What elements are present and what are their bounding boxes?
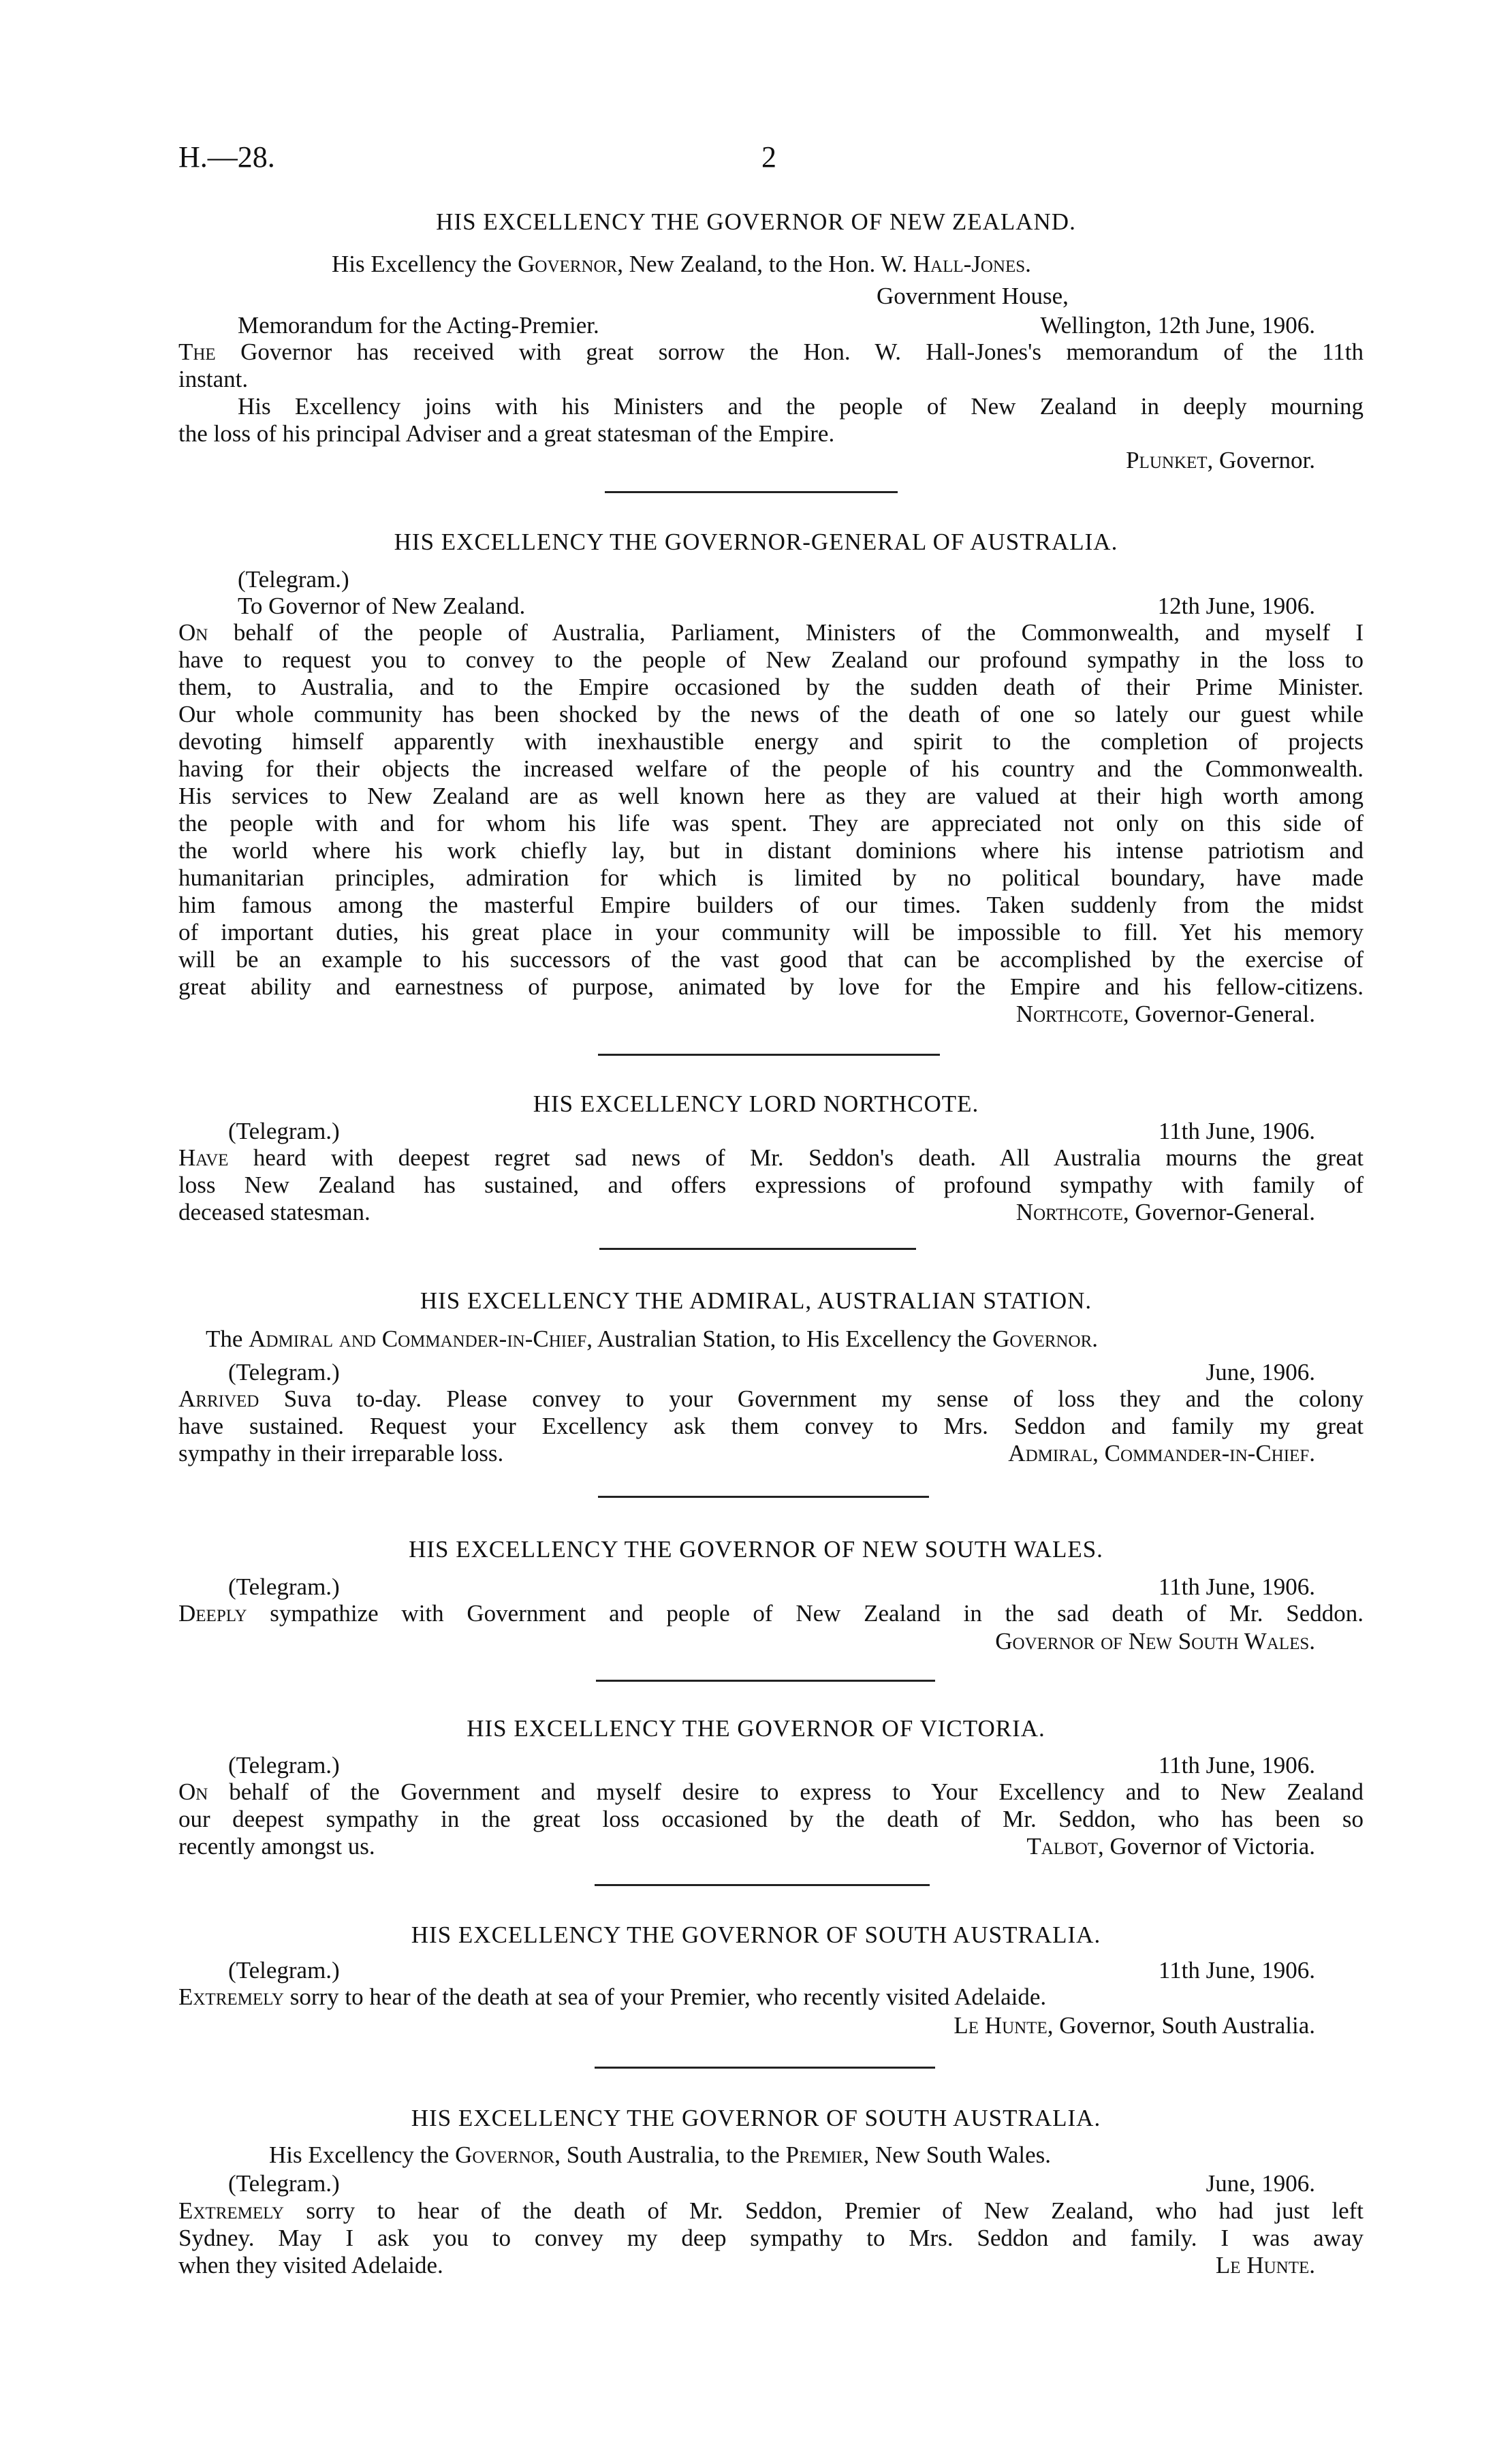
telegram-label: (Telegram.)	[228, 1118, 340, 1144]
paragraph-line: Have heard with deepest regret sad news of Mr. Seddon's death. All Australia mourns the great	[178, 1144, 1364, 1171]
paragraph-line: have sustained. Request your Excellency ask them convey to Mrs. Seddon and family my great	[178, 1413, 1364, 1439]
paragraph-line: sympathy in their irreparable loss.	[178, 1440, 504, 1467]
date-line: June, 1906.	[1206, 1359, 1315, 1385]
paragraph-line: His services to New Zealand are as well known here as they are valued at their high worth among	[178, 783, 1364, 809]
paragraph-line: having for their objects the increased welfare of the people of his country and the Commonwealth.	[178, 755, 1364, 782]
section-heading: HIS EXCELLENCY THE GOVERNOR OF NEW ZEALAND.	[436, 208, 1076, 235]
signature: Talbot, Governor of Victoria.	[1026, 1833, 1315, 1860]
divider-rule	[598, 1054, 940, 1056]
paragraph-line: instant.	[178, 366, 249, 392]
section-heading: HIS EXCELLENCY THE GOVERNOR OF NEW SOUTH WALES.	[409, 1536, 1103, 1563]
section-heading: HIS EXCELLENCY THE ADMIRAL, AUSTRALIAN STATION.	[420, 1287, 1092, 1314]
telegram-label: (Telegram.)	[228, 1752, 340, 1778]
date-line: 11th June, 1906.	[1158, 1957, 1315, 1984]
divider-rule	[605, 491, 898, 493]
page-number: 2	[761, 140, 776, 174]
telegram-label: (Telegram.)	[228, 2170, 340, 2197]
date-line: 12th June, 1906.	[1157, 593, 1315, 619]
date-line: 11th June, 1906.	[1158, 1752, 1315, 1778]
paragraph-line: Our whole community has been shocked by the news of the death of one so lately our guest while	[178, 701, 1364, 727]
paragraph-line: humanitarian principles, admiration for which is limited by no political boundary, have made	[178, 864, 1364, 891]
paragraph-line: the loss of his principal Adviser and a great statesman of the Empire.	[178, 420, 835, 447]
section-heading: HIS EXCELLENCY THE GOVERNOR-GENERAL OF AUSTRALIA.	[394, 529, 1118, 555]
recipient-line: To Governor of New Zealand.	[238, 593, 526, 619]
paragraph-line: our deepest sympathy in the great loss occasioned by the death of Mr. Seddon, who has been so	[178, 1806, 1364, 1832]
paragraph-line: of important duties, his great place in your community will be impossible to fill. Yet his memory	[178, 919, 1364, 945]
signature: Governor of New South Wales.	[995, 1628, 1315, 1655]
paragraph-line: Extremely sorry to hear of the death at sea of your Premier, who recently visited Adelaide.	[178, 1984, 1047, 2010]
paragraph-line: Extremely sorry to hear of the death of Mr. Seddon, Premier of New Zealand, who had just left	[178, 2197, 1364, 2224]
paragraph-line: recently amongst us.	[178, 1833, 375, 1860]
paragraph-line: On behalf of the people of Australia, Parliament, Ministers of the Commonwealth, and myself I	[178, 619, 1364, 646]
address-line: His Excellency the Governor, South Australia, to the Premier, New South Wales.	[269, 2142, 1051, 2168]
paragraph-line: the people with and for whom his life was spent. They are appreciated not only on this side of	[178, 810, 1364, 836]
divider-rule	[595, 2067, 935, 2069]
telegram-label: (Telegram.)	[228, 1957, 340, 1984]
paragraph-line: Deeply sympathize with Government and people of New Zealand in the sad death of Mr. Seddon.	[178, 1600, 1364, 1627]
paragraph-line: devoting himself apparently with inexhaustible energy and spirit to the completion of projects	[178, 728, 1364, 755]
section-heading: HIS EXCELLENCY THE GOVERNOR OF VICTORIA.	[467, 1715, 1045, 1742]
paragraph-line: have to request you to convey to the people of New Zealand our profound sympathy in the loss to	[178, 646, 1364, 673]
paragraph-line: him famous among the masterful Empire builders of our times. Taken suddenly from the midst	[178, 892, 1364, 918]
divider-rule	[595, 1884, 930, 1886]
date-line: June, 1906.	[1206, 2170, 1315, 2197]
telegram-label: (Telegram.)	[238, 566, 349, 593]
section-heading: HIS EXCELLENCY LORD NORTHCOTE.	[533, 1091, 979, 1117]
date-line: 11th June, 1906.	[1158, 1118, 1315, 1144]
signature: Le Hunte, Governor, South Australia.	[954, 2012, 1315, 2039]
paragraph-line: On behalf of the Government and myself desire to express to Your Excellency and to New Zealand	[178, 1778, 1364, 1805]
paragraph-line: Sydney. May I ask you to convey my deep sympathy to Mrs. Seddon and family. I was away	[178, 2225, 1364, 2251]
date-line: Wellington, 12th June, 1906.	[1040, 312, 1315, 339]
address-line: The Admiral and Commander-in-Chief, Australian Station, to His Excellency the Governor.	[206, 1326, 1099, 1352]
signature: Northcote, Governor-General.	[1015, 1001, 1315, 1027]
telegram-label: (Telegram.)	[228, 1359, 340, 1385]
section-heading: HIS EXCELLENCY THE GOVERNOR OF SOUTH AUSTRALIA.	[411, 2105, 1101, 2131]
divider-rule	[598, 1496, 929, 1498]
section-heading: HIS EXCELLENCY THE GOVERNOR OF SOUTH AUSTRALIA.	[411, 1922, 1101, 1948]
page-reference: H.—28.	[178, 140, 275, 174]
telegram-label: (Telegram.)	[228, 1573, 340, 1600]
signature: Admiral, Commander-in-Chief.	[1008, 1440, 1315, 1467]
paragraph-line: when they visited Adelaide.	[178, 2252, 443, 2278]
memorandum-title: Memorandum for the Acting-Premier.	[238, 312, 599, 339]
paragraph-line: will be an example to his successors of the vast good that can be accomplished by the exercise of	[178, 946, 1364, 973]
signature: Le Hunte.	[1215, 2252, 1315, 2278]
signature: Northcote, Governor-General.	[1015, 1199, 1315, 1225]
divider-rule	[599, 1248, 916, 1250]
divider-rule	[596, 1680, 935, 1682]
place-line: Government House,	[877, 283, 1069, 309]
date-line: 11th June, 1906.	[1158, 1573, 1315, 1600]
address-line: His Excellency the Governor, New Zealand, to the Hon. W. Hall-Jones.	[332, 251, 1031, 277]
paragraph-line: deceased statesman.	[178, 1199, 371, 1225]
signature: Plunket, Governor.	[1126, 447, 1315, 473]
paragraph-line: His Excellency joins with his Ministers and the people of New Zealand in deeply mourning	[238, 393, 1364, 420]
paragraph-line: great ability and earnestness of purpose, animated by love for the Empire and his fellow-citizens.	[178, 973, 1364, 1000]
paragraph-line: The Governor has received with great sorrow the Hon. W. Hall-Jones's memorandum of the 11th	[178, 339, 1364, 365]
paragraph-line: them, to Australia, and to the Empire occasioned by the sudden death of their Prime Minister.	[178, 674, 1364, 700]
paragraph-line: loss New Zealand has sustained, and offers expressions of profound sympathy with family of	[178, 1172, 1364, 1198]
paragraph-line: Arrived Suva to-day. Please convey to your Government my sense of loss they and the colony	[178, 1385, 1364, 1412]
paragraph-line: the world where his work chiefly lay, but in distant dominions where his intense patriotism and	[178, 837, 1364, 864]
